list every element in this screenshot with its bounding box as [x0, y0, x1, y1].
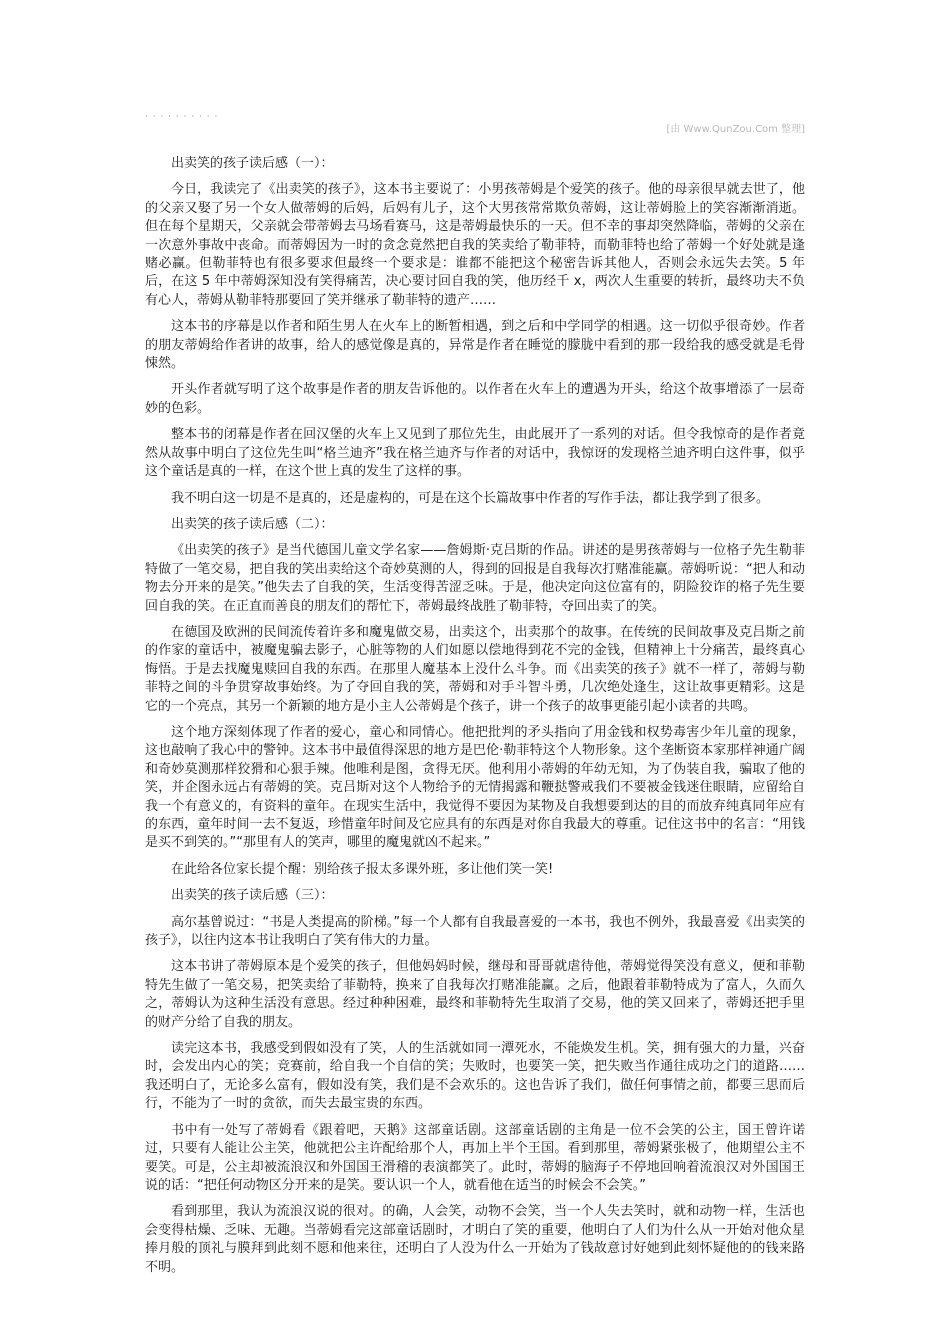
section-heading-3: 出卖笑的孩子读后感（三）：	[171, 888, 334, 904]
paragraph: 读完这本书，我感受到假如没有了笑，人的生活就如同一潭死水，不能焕发生机。笑，拥有强大的力量，兴奋时，会发出内心的笑；竞赛前，给自我一个自信的笑；失败时，也要笑一笑，把失败当作通往成功之门的道路……我还明白了，无论多么富有，假如没有笑，我们是不会欢乐的。这也告诉了我们，做任何事情之前，都要三思而后行，不能为了一时的贪欲，而失去最宝贵的东西。	[145, 1041, 805, 1112]
paragraph: 这本书的序幕是以作者和陌生男人在火车上的断暂相遇，到之后和中学同学的相遇。这一切似乎很奇妙。作者的朋友蒂姆给作者讲的故事，给人的感觉像是真的，异常是作者在睡觉的朦胧中看到的那一段给我的感受就是毛骨悚然。	[145, 319, 805, 372]
paragraph: 在此给各位家长提个醒：别给孩子报太多课外班，多让他们笑一笑!	[171, 861, 554, 877]
paragraph: 这本书讲了蒂姆原本是个爱笑的孩子，但他妈妈时候，继母和哥哥就虐待他，蒂姆觉得笑没有意义，便和菲勒特先生做了一笔交易，把笑卖给了菲勒特，换来了自我每次打赌准能赢。之后，他跟着菲勒特成为了富人，久而久之，蒂姆认为这种生活没有意思。经过种种困难，最终和菲勒特先生取消了交易，他的笑又回来了，蒂姆还把手里的财产分给了自我的朋友。	[145, 959, 805, 1030]
paragraph: 看到那里，我认为流浪汉说的很对。的确，人会笑，动物不会笑，当一个人失去笑时，就和动物一样，生活也会变得枯燥、乏味、无趣。当蒂姆看完这部童话剧时，才明白了笑的重要，他明白了人们为什么从一开始对他众星捧月般的顶礼与膜拜到此刻不愿和他来往，还明白了人没为什么一开始为了钱故意讨好她到此刻怀疑他的的钱来路不明。	[145, 1204, 805, 1275]
paragraph: 这个地方深刻体现了作者的爱心，童心和同情心。他把批判的矛头指向了用金钱和权势毒害少年儿童的现象，这也敲响了我心中的警钟。这本书中最值得深思的地方是巴伦·勒菲特这个人物形象。这个垄断资本家那样神通广阔和奇妙莫测那样狡猾和心狠手辣。他唯利是图，贪得无厌。他利用小蒂姆的年幼无知，为了伪装自我，骗取了他的笑，并企图永远占有蒂姆的笑。克吕斯对这个人物给予的无情揭露和鞭挞警戒我们不要被金钱迷住眼睛，应留给自我一个有意义的，有资料的童年。在现实生活中，我觉得不要因为某物及自我想要到达的目的而放弃纯真同年应有的东西，童年时间一去不复返，珍惜童年时间及它应具有的东西是对你自我最大的尊重。记住这书中的名言：“用钱是买不到笑的。”“那里有人的笑声，哪里的魔鬼就凶不起来。”	[145, 724, 805, 851]
paragraph: 我不明白这一切是不是真的，还是虚构的，可是在这个长篇故事中作者的写作手法，都让我学到了很多。	[171, 490, 770, 506]
header-left-text: · · · · · · · · · ·	[145, 112, 219, 122]
page-header	[145, 112, 805, 136]
paragraph: 开头作者就写明了这个故事是作者的朋友告诉他的。以作者在火车上的遭遇为开头，给这个故事增添了一层奇妙的色彩。	[145, 382, 805, 416]
paragraph: 高尔基曾说过：“书是人类提高的阶梯。”每一个人都有自我最喜爱的一本书，我也不例外，我最喜爱《出卖笑的孩子》，以往内这本书让我明白了笑有伟大的力量。	[145, 914, 805, 949]
section-heading-1: 出卖笑的孩子读后感（一）：	[171, 156, 334, 171]
paragraph: 书中有一处写了蒂姆看《跟着吧，天鹅》这部童话剧。这部童话剧的主角是一位不会笑的公主，国王曾许诺过，只要有人能让公主笑，他就把公主许配给那个人，再加上半个王国。看到那里，蒂姆紧张极了，他期望公主不要笑。可是，公主却被流浪汉和外国国王滑稽的表演都笑了。此时，蒂姆的脑海子不停地回响着流浪汉对外国国王说的话：“把任何动物区分开来的是笑。要认识一个人，就看他在适当的时候会不会笑。”	[145, 1122, 805, 1193]
paragraph: 《出卖笑的孩子》是当代德国儿童文学名家——詹姆斯·克吕斯的作品。讲述的是男孩蒂姆与一位格子先生勒菲特做了一笔交易，把自我的笑出卖给这个奇妙莫测的人，得到的回报是自我每次打赌准能赢。蒂姆听说：“把人和动物去分开来的是笑。”他失去了自我的笑，生活变得苦涩乏味。于是，他决定向这位富有的，阴险狡诈的格子先生要回自我的笑。在正直而善良的朋友们的帮忙下，蒂姆最终战胜了勒菲特，夺回出卖了的笑。	[145, 543, 805, 614]
paragraph: 在德国及欧洲的民间流传着许多和魔鬼做交易，出卖这个，出卖那个的故事。在传统的民间故事及克吕斯之前的作家的童话中，被魔鬼骗去影子，心脏等物的人们如愿以偿地得到花不完的金钱，但精神上十分痛苦，最终真心悔悟。于是去找魔鬼赎回自我的东西。在那里人魔基本上没什么斗争。而《出卖笑的孩子》就不一样了，蒂姆与勒菲特之间的斗争贯穿故事始终。为了夺回自我的笑，蒂姆和对手斗智斗勇，几次绝处逢生，这让故事更精彩。这是它的一个亮点，其另一个新颖的地方是小主人公蒂姆是个孩子，讲一个孩子的故事更能引起小读者的共鸣。	[145, 624, 805, 714]
paragraph: 整本书的闭幕是作者在回汉堡的火车上又见到了那位先生，由此展开了一系列的对话。但令我惊奇的是作者竟然从故事中明白了这位先生叫“格兰迪齐”我在格兰迪齐与作者的对话中，我惊讶的发现格兰迪齐明白这件事，似乎这个童话是真的一样，在这个世上真的发生了这样的事。	[145, 427, 805, 480]
section-heading-2: 出卖笑的孩子读后感（二）：	[171, 516, 334, 532]
paragraph: 今日，我读完了《出卖笑的孩子》，这本书主要说了：小男孩蒂姆是个爱笑的孩子。他的母亲很早就去世了，他的父亲又娶了另一个女人做蒂姆的后妈，后妈有儿子，这个大男孩常常欺负蒂姆，这让蒂姆脸上的笑容渐渐消逝。但在每个星期天，父亲就会带蒂姆去马场看赛马，这是蒂姆最快乐的一天。但不幸的事却突然降临，蒂姆的父亲在一次意外事故中丧命。而蒂姆因为一时的贪念竟然把自我的笑卖给了勒菲特，而勒菲特也给了蒂姆一个好处就是逢赌必赢。但勒菲特也有很多要求但最终一个要求是：谁都不能把这个秘密告诉其他人，否则会永远失去笑。5 年后，在这 5 年中蒂姆深知没有笑得痛苦，决心要讨回自我的笑，他历经千 x，两次人生重要的转折，最终功夫不负有心人，蒂姆从勒菲特那要回了笑并继承了勒菲特的遗产……	[145, 182, 805, 308]
document-body	[145, 155, 805, 1285]
header-source-note: [由 Www.QunZou.Com 整理]	[666, 124, 805, 135]
